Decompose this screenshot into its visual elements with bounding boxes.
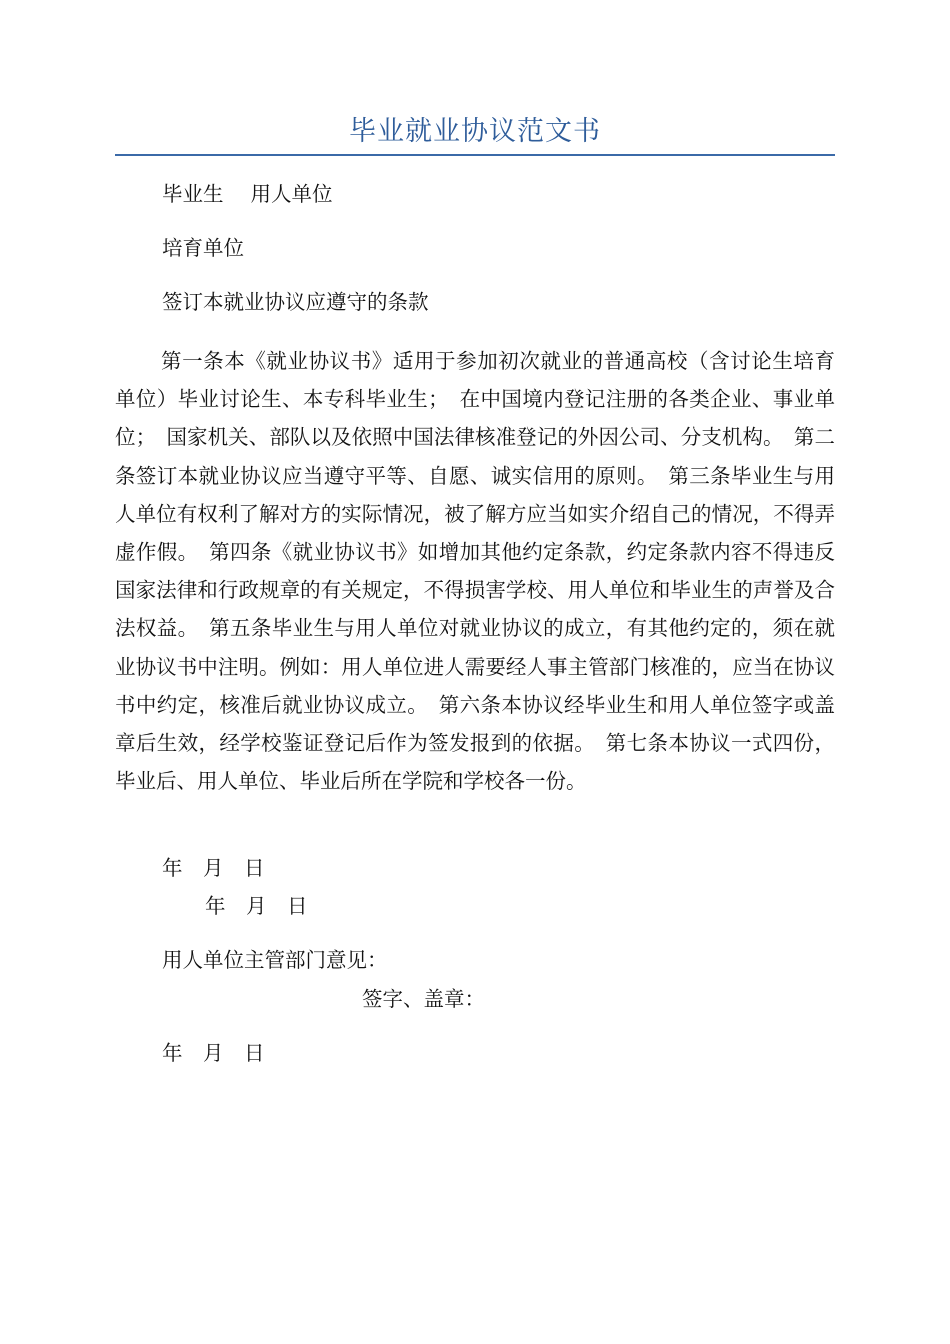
title-underline — [115, 154, 835, 156]
training-unit-label: 培育单位 — [162, 236, 244, 260]
sign-seal-label: 签字、盖章： — [362, 987, 485, 1011]
date-line-1: 年 月 日 — [162, 856, 265, 880]
terms-heading: 签订本就业协议应遵守的条款 — [162, 290, 429, 314]
date-line-2: 年 月 日 — [205, 894, 308, 918]
document-title: 毕业就业协议范文书 — [349, 116, 601, 147]
agreement-terms-body: 第一条本《就业协议书》适用于参加初次就业的普通高校（含讨论生培育单位）毕业讨论生、本专科毕业生； 在中国境内登记注册的各类企业、事业单位； 国家机关、部队以及依照中国法律核准登记的外因公司、分支机构。 第二条签订本就业协议应当遵守平等、自愿、诚实信用的原则。 第三条毕业生与用人单位有权利了解对方的实际情况，被了解方应当如实介绍自己的情况，不得弄虚作假。 第四条《就业协议书》如增加其他约定条款，约定条款内容不得违反国家法律和行政规章的有关规定，不得损害学校、用人单位和毕业生的声誉及合法权益。 第五条毕业生与用人单位对就业协议的成立，有其他约定的，须在就业协议书中注明。例如：用人单位进人需要经人事主管部门核准的，应当在协议书中约定，核准后就业协议成立。 第六条本协议经毕业生和用人单位签字或盖章后生效，经学校鉴证登记后作为签发报到的依据。 第七条本协议一式四份，毕业后、用人单位、毕业后所在学院和学校各一份。 — [115, 349, 835, 794]
dept-opinion-label: 用人单位主管部门意见： — [162, 948, 388, 972]
date-line-3: 年 月 日 — [162, 1041, 265, 1065]
parties-line: 毕业生 用人单位 — [162, 182, 333, 206]
